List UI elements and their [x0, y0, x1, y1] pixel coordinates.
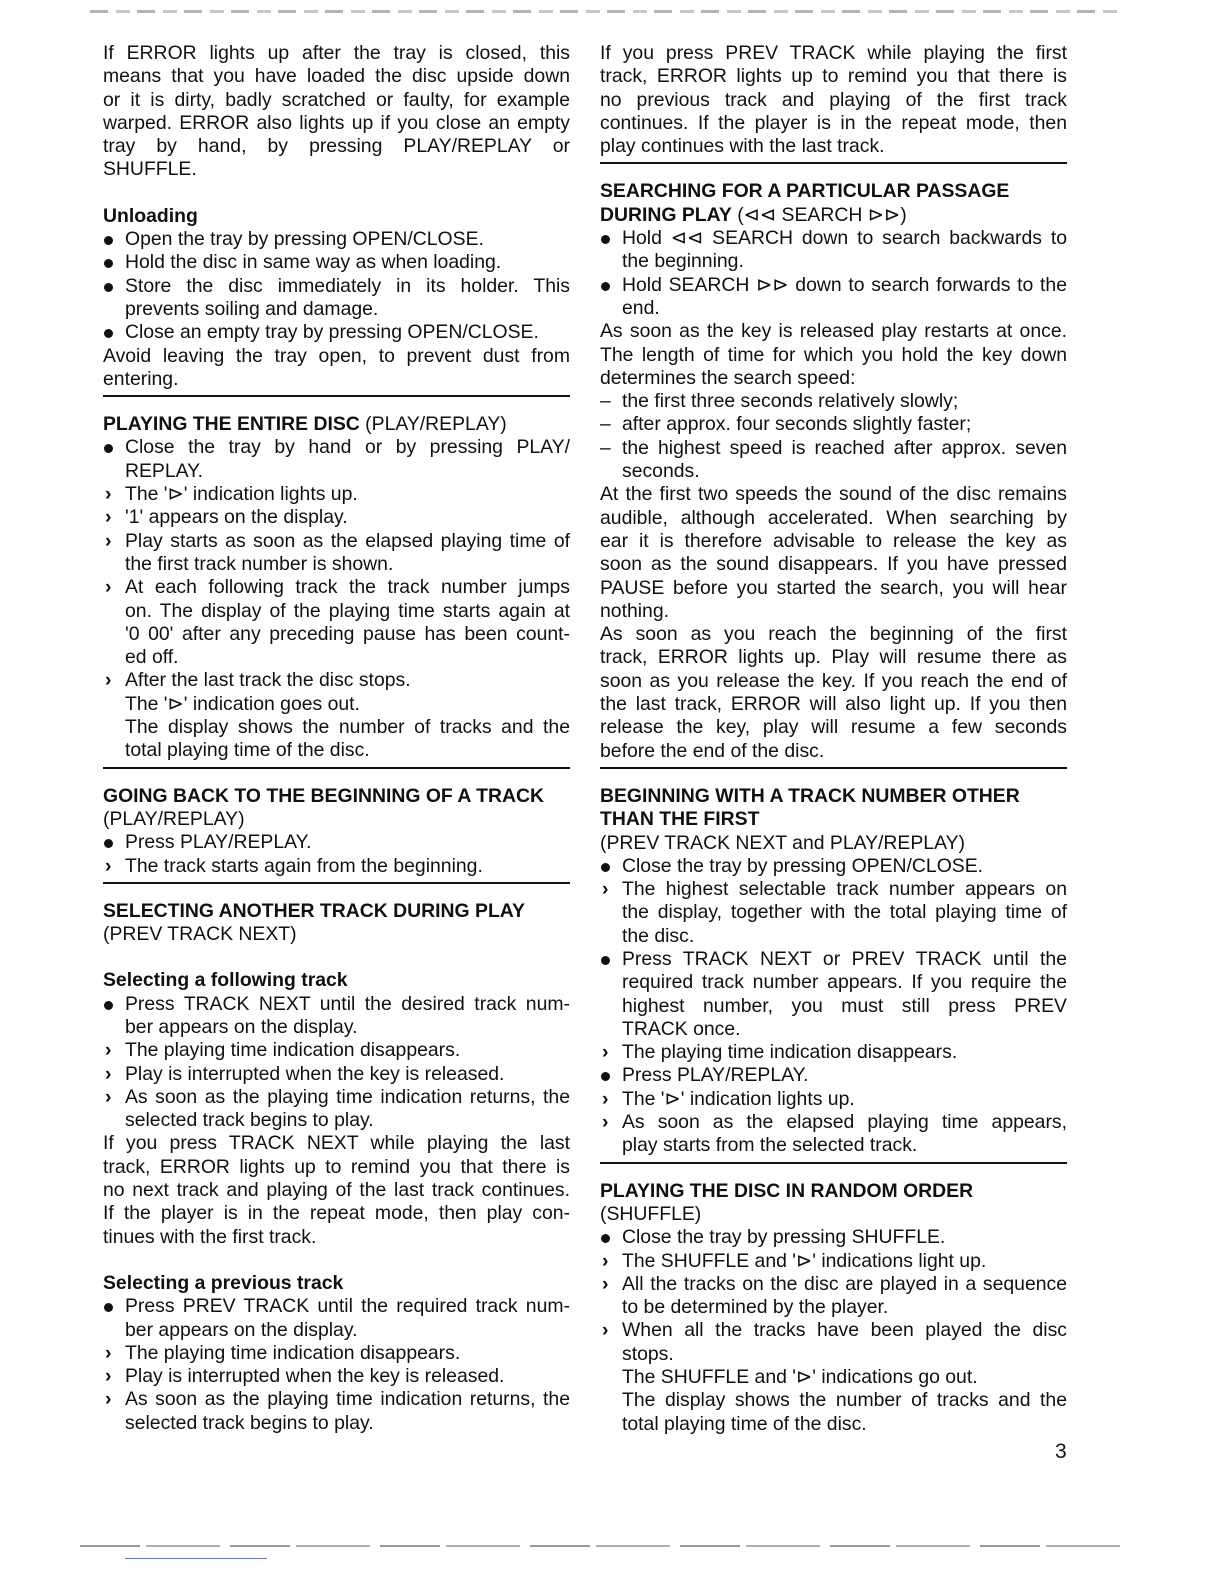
left-column — [103, 42, 570, 1435]
result-arrow-icon: › — [602, 1087, 609, 1110]
scan-artifact-bottom-line — [125, 1558, 267, 1559]
going-back-section: GOING BACK TO THE BEGINNING OF A TRACK (PLAY/REPLAY) Press PLAY/REPLAY. › The track starts again from the beginning. — [103, 785, 570, 878]
bullet-icon — [104, 839, 113, 848]
beginning-section: BEGINNING WITH A TRACK NUMBER OTHER THAN THE FIRST (PREV TRACK NEXT and PLAY/REPLAY) Close the tray by pressing OPEN/CLOSE. › The highest selectable track number appears on the display, together with the total playing time of the disc. Press TRACK NEXT or PREV TRACK until the required track number appears. If you require the highest number, you must still press PREV TRACK once. › The playing time indication disappears. Press PLAY/REPLAY. › The '⊳' indication lights up. › As soon as the elapsed playing time appears, play starts from the selected track. — [600, 784, 1067, 1157]
list-item: › When all the tracks have been played the disc stops. The SHUFFLE and '⊳' indications go out. The display shows the number of tracks and the total playing time of the disc. — [602, 1319, 1067, 1435]
right-column — [600, 42, 1067, 1436]
section-title: BEGINNING WITH A TRACK NUMBER OTHER — [600, 784, 1020, 807]
unloading-title: Unloading — [103, 204, 198, 227]
list-item: › As soon as the elapsed playing time appears, play starts from the selected track. — [602, 1111, 1067, 1157]
page-number: 3 — [1055, 1440, 1067, 1463]
list-item: › The playing time indication disappears. — [602, 1041, 958, 1064]
section-divider — [103, 882, 570, 884]
list-item: Press TRACK NEXT or PREV TRACK until the required track number appears. If you require the highest number, you must still press PREV TRACK once. — [600, 948, 1067, 1041]
subsection-title: Selecting a previous track — [103, 1271, 344, 1294]
section-divider — [103, 767, 570, 769]
list-item: Close an empty tray by pressing OPEN/CLOSE. — [103, 321, 570, 344]
list-item: › Play is interrupted when the key is released. — [105, 1365, 505, 1388]
bullet-icon — [104, 259, 113, 268]
list-item: › '1' appears on the display. — [105, 506, 348, 529]
scan-artifact-top — [90, 10, 1120, 13]
result-arrow-icon: › — [105, 1062, 112, 1085]
result-arrow-icon: › — [602, 1111, 609, 1134]
list-item: Press PLAY/REPLAY. — [600, 1064, 1067, 1087]
list-item: › As soon as the playing time indication returns, the selected track begins to play. — [105, 1388, 570, 1434]
bullet-icon — [601, 235, 610, 244]
result-arrow-icon: › — [602, 1319, 609, 1342]
list-item: › All the tracks on the disc are played in a sequence to be determined by the player. — [602, 1272, 1067, 1319]
result-arrow-icon: › — [602, 1249, 609, 1272]
list-item: – the first three seconds relatively slowly; — [600, 390, 959, 413]
prev-track-note: If you press PREV TRACK while playing the first track, ERROR lights up to remind you that there is no previous track and playing of the first track continues. If the player is in the repeat mode, then play continues with the last track. — [600, 42, 1067, 158]
section-divider — [600, 162, 1067, 164]
bullet-icon — [601, 1072, 610, 1081]
dash-marker: – — [600, 413, 611, 436]
list-item: › The '⊳' indication lights up. — [105, 483, 358, 506]
list-item: › Play is interrupted when the key is released. — [105, 1062, 505, 1085]
selecting-section: SELECTING ANOTHER TRACK DURING PLAY (PREV TRACK NEXT) Selecting a following track Press TRACK NEXT until the desired track num- ber appears on the display. › The playing time indication disappears. › Play is interrupted when the key is released. › As soon as the playing time indication returns, the selected track begins to play. If you press TRACK NEXT while playing the last track, ERROR lights up to remind you that there is no next track and playing of the last track continues. If the player is in the repeat mode, then play con- tinues with the first track. Selecting a previous track Press PREV TRACK until the required track num- ber appears on the display. › The playing time indication disappears. › Play is interrupted when the key is released. › As soon as the playing time indication returns, the selected track begins to play. — [103, 899, 570, 1434]
scan-artifact-bottom — [80, 1545, 1120, 1547]
bullet-icon — [601, 282, 610, 291]
dash-marker: – — [600, 390, 611, 413]
bullet-icon — [104, 283, 113, 292]
result-arrow-icon: › — [105, 669, 112, 692]
list-item: Close the tray by pressing SHUFFLE. — [600, 1226, 1067, 1249]
bullet-icon — [104, 444, 113, 453]
bullet-icon — [104, 1001, 113, 1010]
result-arrow-icon: › — [105, 1365, 112, 1388]
result-arrow-icon: › — [105, 529, 112, 552]
list-item: Press PREV TRACK until the required track num- ber appears on the display. — [103, 1295, 570, 1342]
random-section: PLAYING THE DISC IN RANDOM ORDER (SHUFFLE) Close the tray by pressing SHUFFLE. › The SHUFFLE and '⊳' indications light up. › All the tracks on the disc are played in a sequence to be determined by the player. › When all the tracks have been played the disc stops. The SHUFFLE and '⊳' indications go out. The display shows the number of tracks and the total playing time of the disc. — [600, 1179, 1067, 1435]
section-divider — [600, 1162, 1067, 1164]
result-arrow-icon: › — [105, 576, 112, 599]
result-arrow-icon: › — [602, 1041, 609, 1064]
section-title: PLAYING THE DISC IN RANDOM ORDER — [600, 1179, 974, 1202]
result-arrow-icon: › — [602, 878, 609, 901]
unloading-section: Unloading Open the tray by pressing OPEN/CLOSE. Hold the disc in same way as when loading. Store the disc immediately in its holder. This prevents soiling and damage. Close an empty tray by pressing OPEN/CLOSE. Avoid leaving the tray open, to prevent dust from entering. — [103, 204, 570, 390]
list-item: › The '⊳' indication lights up. — [602, 1087, 855, 1110]
list-item: Hold the disc in same way as when loading. — [103, 251, 570, 274]
bullet-icon — [601, 863, 610, 872]
section-title: PLAYING THE ENTIRE DISC — [103, 413, 360, 436]
section-divider — [103, 395, 570, 397]
list-item: › After the last track the disc stops. The '⊳' indication goes out. The display shows the number of tracks and the total playing time of the disc. — [105, 669, 570, 762]
dash-marker: – — [600, 436, 611, 459]
list-item: › The track starts again from the beginning. — [105, 854, 483, 877]
result-arrow-icon: › — [105, 854, 112, 877]
list-item: – after approx. four seconds slightly faster; — [600, 413, 972, 436]
searching-section: SEARCHING FOR A PARTICULAR PASSAGE DURING PLAY (⊲⊲ SEARCH ⊳⊳) Hold ⊲⊲ SEARCH down to search backwards to the beginning. Hold SEARCH ⊳⊳ down to search forwards to the end. As soon as the key is released play restarts at once. The length of time for which you hold the key down determines the search speed: – the first three seconds relatively slowly; – after approx. four seconds slightly faster; – the highest speed is reached after approx. seven seconds. At the first two speeds the sound of the disc remains audible, although accelerated. When searching by ear it is therefore advisable to release the key as soon as the sound disappears. If you have pressed PAUSE before you started the search, you will hear nothing. As soon as you reach the beginning of the first track, ERROR lights up. Play will resume there as soon as you release the key. If you reach the end of the last track, ERROR will also light up. If you then release the key, play will resume a few seconds before the end of the disc. — [600, 180, 1067, 762]
subsection-title: Selecting a following track — [103, 969, 348, 992]
list-item: Close the tray by pressing OPEN/CLOSE. — [600, 855, 1067, 878]
result-arrow-icon: › — [105, 1039, 112, 1062]
list-item: Hold SEARCH ⊳⊳ down to search forwards to the end. — [600, 274, 1067, 321]
section-title: GOING BACK TO THE BEGINNING OF A TRACK — [103, 784, 544, 807]
section-divider — [600, 767, 1067, 769]
bullet-icon — [104, 1303, 113, 1312]
list-item: Press TRACK NEXT until the desired track num- ber appears on the display. — [103, 993, 570, 1040]
section-title: SEARCHING FOR A PARTICULAR PASSAGE — [600, 180, 1010, 203]
result-arrow-icon: › — [105, 1341, 112, 1364]
section-title: SELECTING ANOTHER TRACK DURING PLAY — [103, 899, 525, 922]
list-item: › The playing time indication disappears. — [105, 1341, 461, 1364]
list-item: › At each following track the track number jumps on. The display of the playing time starts again at '0 00' after any preceding pause has been count- ed off. — [105, 576, 570, 669]
list-item: – the highest speed is reached after approx. seven seconds. — [600, 436, 1067, 483]
list-item: Hold ⊲⊲ SEARCH down to search backwards to the beginning. — [600, 227, 1067, 274]
list-item: › The SHUFFLE and '⊳' indications light up. — [602, 1249, 987, 1272]
bullet-icon — [601, 1234, 610, 1243]
result-arrow-icon: › — [105, 1388, 112, 1411]
list-item: › As soon as the playing time indication returns, the selected track begins to play. — [105, 1085, 570, 1132]
list-item: Press PLAY/REPLAY. — [103, 831, 570, 854]
error-paragraph: If ERROR lights up after the tray is closed, this means that you have loaded the disc upside down or it is dirty, badly scratched or faulty, for example warped. ERROR also lights up if you close an empty tray by hand, by pressing PLAY/REPLAY or SHUFFLE. — [103, 42, 570, 181]
list-item: › The highest selectable track number appears on the display, together with the total playing time of the disc. — [602, 878, 1067, 947]
list-item: Close the tray by hand or by pressing PLAY/ REPLAY. — [103, 436, 570, 483]
list-item: Open the tray by pressing OPEN/CLOSE. — [103, 228, 570, 251]
playing-entire-section: PLAYING THE ENTIRE DISC (PLAY/REPLAY) Close the tray by hand or by pressing PLAY/ REPLAY. › The '⊳' indication lights up. › '1' appears on the display. › Play starts as soon as the elapsed playing time of the first track number is shown. › At each following track the track number jumps on. The display of the playing time starts again at '0 00' after any preceding pause has been count- ed off. › After the last track the disc stops. The '⊳' indication goes out. The display shows the number of tracks and the total playing time of the disc. — [103, 413, 570, 762]
result-arrow-icon: › — [105, 483, 112, 506]
bullet-icon — [104, 329, 113, 338]
list-item: › The playing time indication disappears. — [105, 1039, 461, 1062]
result-arrow-icon: › — [105, 1085, 112, 1108]
result-arrow-icon: › — [602, 1272, 609, 1295]
list-item: Store the disc immediately in its holder. This prevents soiling and damage. — [103, 275, 570, 322]
result-arrow-icon: › — [105, 506, 112, 529]
list-item: › Play starts as soon as the elapsed playing time of the first track number is shown. — [105, 529, 570, 575]
bullet-icon — [104, 236, 113, 245]
bullet-icon — [601, 956, 610, 965]
